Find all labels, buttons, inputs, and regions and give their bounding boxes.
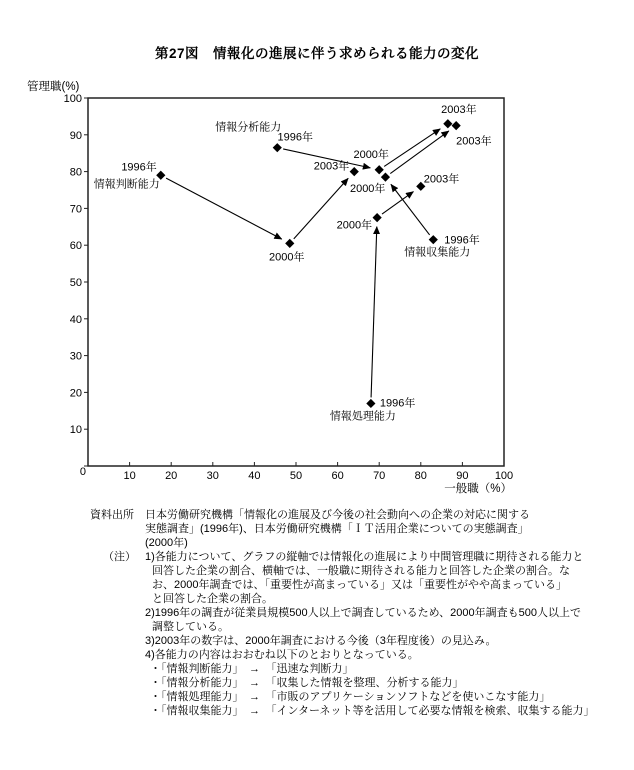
point-year-label: 1996年	[277, 131, 314, 144]
point-year-label: 2000年	[336, 219, 373, 232]
point-year-label: 2003年	[423, 173, 460, 186]
data-point-diamond	[373, 213, 382, 222]
data-point-diamond	[452, 121, 461, 130]
point-year-label: 2003年	[456, 135, 492, 148]
y-tick-label: 70	[69, 203, 82, 216]
trend-arrow	[390, 131, 449, 174]
plot-border	[88, 98, 504, 466]
x-tick-label: 80	[414, 470, 427, 482]
data-point-diamond	[366, 399, 375, 408]
x-tick-label: 20	[165, 470, 178, 482]
source-line: 日本労働研究機構「情報化の進展及び今後の社会動向への企業の対応に関する	[145, 509, 530, 521]
x-tick-label: 70	[373, 470, 386, 482]
data-point-diamond	[375, 165, 384, 174]
x-tick-label: 100	[494, 470, 514, 482]
y-tick-label: 80	[69, 166, 82, 179]
ability-change-scatter-chart	[0, 70, 634, 500]
note-line: 調整している。	[152, 621, 229, 633]
source-line: 実態調査」(1996年)、日本労働研究機構「ＩＴ活用企業についての実態調査」	[145, 523, 529, 535]
series-name-label: 情報収集能力	[404, 246, 471, 259]
y-tick-label: 20	[69, 387, 82, 400]
x-tick-label: 40	[248, 470, 261, 482]
trend-arrow	[371, 227, 377, 398]
note-line: 回答した企業の割合、横軸では、一般職に期待される能力と回答した企業の割合。な	[152, 565, 570, 577]
note-line: 1)各能力について、グラフの縦軸では情報化の進展により中間管理職に期待される能力と	[145, 551, 584, 563]
note-line: 2)1996年の調査が従業員規模500人以上で調査しているため、2000年調査も500人以上で	[145, 607, 581, 619]
trend-arrow	[384, 129, 440, 167]
note-line: と回答した企業の割合。	[152, 593, 273, 605]
data-point-diamond	[381, 173, 390, 182]
series-name-label: 情報判断能力	[93, 178, 160, 191]
data-point-diamond	[285, 239, 294, 248]
point-year-label: 2000年	[353, 148, 389, 161]
trend-arrow	[391, 184, 430, 235]
y-tick-label: 10	[69, 424, 82, 437]
y-tick-label: 60	[69, 240, 82, 253]
note-line: ・「情報判断能力」 → 「迅速な判断力」	[150, 663, 354, 675]
point-year-label: 2000年	[269, 251, 305, 264]
series-name-label: 情報分析能力	[215, 121, 282, 134]
y-tick-label: 90	[69, 129, 82, 142]
x-axis-title: 一般職（%）	[444, 483, 512, 495]
note-line: 3)2003年の数字は、2000年調査における今後（3年程度後）の見込み。	[145, 635, 497, 647]
note-line: ・「情報収集能力」 → 「インターネット等を活用して必要な情報を検索、収集する能力」	[150, 705, 595, 717]
point-year-label: 2003年	[441, 103, 477, 116]
note-line: お、2000年調査では、「重要性が高まっている」又は「重要性がやや高まっている」	[152, 579, 567, 591]
x-tick-label: 90	[456, 470, 469, 482]
y-tick-label: 30	[69, 350, 82, 363]
data-point-diamond	[350, 167, 359, 176]
x-tick-label: 30	[206, 470, 219, 482]
source-and-notes	[0, 508, 634, 718]
x-tick-label: 60	[331, 470, 344, 482]
point-year-label: 2003年	[313, 160, 350, 173]
point-year-label: 1996年	[379, 397, 416, 410]
data-point-diamond	[429, 235, 438, 244]
data-point-diamond	[443, 119, 452, 128]
trend-arrow	[382, 192, 413, 215]
origin-tick-label: 0	[79, 466, 86, 478]
footer-lines	[145, 508, 614, 718]
note-line: 4)各能力の内容はおおむね以下のとおりとなっている。	[145, 649, 419, 661]
data-point-diamond	[273, 143, 282, 152]
point-year-label: 2000年	[349, 183, 386, 196]
source-line: (2000年)	[145, 537, 188, 549]
point-year-label: 1996年	[444, 234, 480, 247]
x-tick-label: 10	[123, 470, 136, 482]
notes-label: （注）	[103, 551, 136, 563]
y-tick-label: 100	[63, 93, 82, 105]
x-tick-label: 50	[289, 470, 303, 482]
note-line: ・「情報処理能力」 → 「市販のアプリケーションソフトなどを使いこなす能力」	[150, 691, 551, 703]
figure-title: 第27図 情報化の進展に伴う求められる能力の変化	[154, 46, 479, 61]
note-line: ・「情報分析能力」 → 「収集した情報を整理、分析する能力」	[150, 677, 464, 689]
y-axis-title: 管理職(%)	[27, 81, 80, 93]
y-tick-label: 50	[69, 277, 82, 289]
y-tick-label: 40	[69, 313, 82, 326]
point-year-label: 1996年	[121, 161, 157, 174]
trend-arrow	[166, 178, 282, 239]
source-label: 資料出所	[90, 509, 134, 521]
series-name-label: 情報処理能力	[329, 410, 396, 423]
